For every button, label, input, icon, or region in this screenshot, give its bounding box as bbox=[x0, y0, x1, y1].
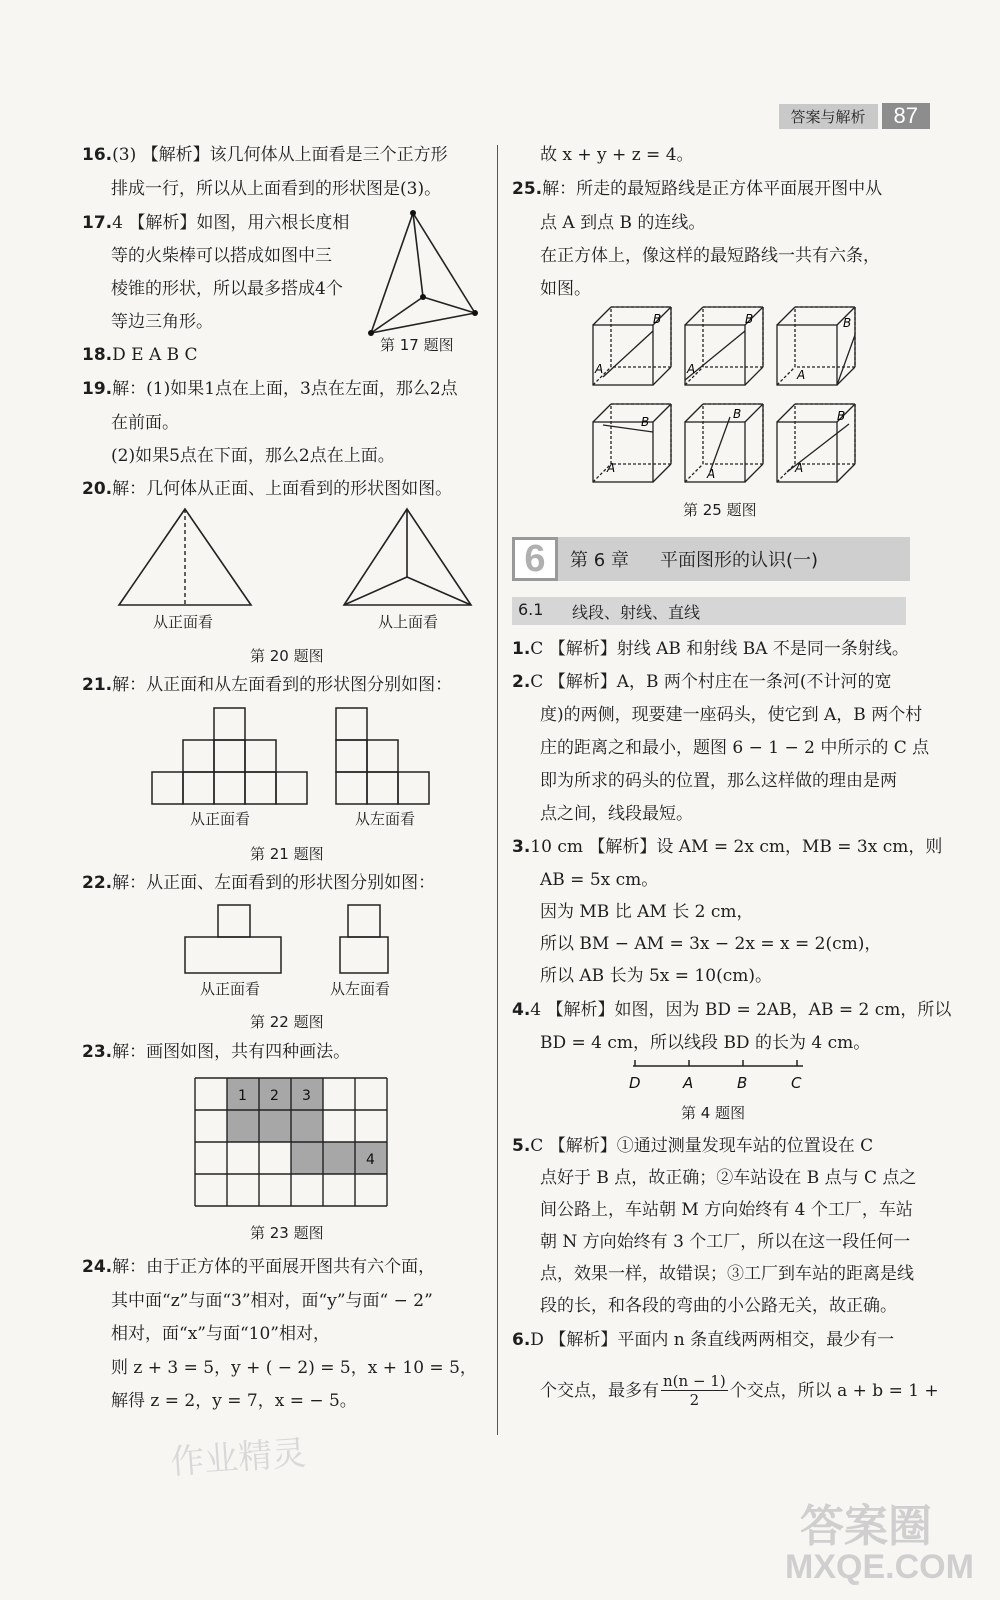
header-section: 答案与解析 bbox=[779, 104, 878, 129]
q25-line2: 点 A 到点 B 的连线。 bbox=[540, 213, 706, 233]
svg-text:B: B bbox=[837, 409, 846, 423]
svg-text:A: A bbox=[795, 461, 804, 475]
q22-front-label: 从正面看 bbox=[200, 980, 261, 998]
q22-front-view-figure bbox=[183, 903, 283, 975]
q4-segment-figure bbox=[625, 1058, 815, 1094]
q20-front-view-figure bbox=[115, 505, 255, 610]
section-number: 6.1 bbox=[518, 600, 544, 619]
q23-grid-figure bbox=[194, 1076, 394, 1208]
q23-label-3: 3 bbox=[302, 1088, 311, 1104]
q21-line1: 21.解：从正面和从左面看到的形状图分别如图： bbox=[82, 675, 453, 695]
watermark-site: MXQE.COM bbox=[785, 1548, 974, 1586]
q20-line1: 20.解：几何体从正面、上面看到的形状图如图。 bbox=[82, 479, 453, 499]
q25-line1: 25.解：所走的最短路线是正方体平面展开图中从 bbox=[512, 179, 883, 199]
q23-label-4: 4 bbox=[366, 1152, 375, 1168]
r-q6-line1: 6.D 【解析】平面内 n 条直线两两相交，最少有一 bbox=[512, 1330, 895, 1350]
q20-front-label: 从正面看 bbox=[153, 613, 214, 631]
svg-text:A: A bbox=[595, 362, 604, 376]
q23-caption: 第 23 题图 bbox=[250, 1224, 324, 1242]
r-q2-line3: 庄的距离之和最小，题图 6 − 1 − 2 中所示的 C 点 bbox=[540, 738, 930, 758]
svg-text:A: A bbox=[607, 461, 616, 475]
chapter-title: 平面图形的认识(一) bbox=[660, 550, 819, 571]
q17-line4: 等边三角形。 bbox=[111, 312, 213, 332]
fraction: n(n − 1) 2 bbox=[663, 1372, 726, 1409]
r-q2-line1: 2.C 【解析】A，B 两个村庄在一条河(不计河的宽 bbox=[512, 672, 892, 692]
section-title: 线段、射线、直线 bbox=[572, 603, 701, 622]
q4-caption: 第 4 题图 bbox=[681, 1104, 746, 1122]
r-q5-line2: 点好于 B 点，故正确；②车站设在 B 点与 C 点之 bbox=[540, 1168, 917, 1188]
chapter-label: 第 6 章 bbox=[570, 550, 629, 571]
q20-top-label: 从上面看 bbox=[378, 613, 439, 631]
r-q4-line1: 4.4 【解析】如图，因为 BD = 2AB，AB = 2 cm，所以 bbox=[512, 1000, 952, 1020]
q24-line5: 解得 z = 2，y = 7，x = − 5。 bbox=[111, 1391, 357, 1411]
q23-label-2: 2 bbox=[270, 1088, 279, 1104]
r-q2-line5: 点之间，线段最短。 bbox=[540, 804, 693, 824]
q21-front-view-figure bbox=[150, 705, 310, 805]
svg-text:A: A bbox=[687, 362, 696, 376]
svg-text:A: A bbox=[797, 368, 806, 382]
page-header bbox=[779, 103, 931, 129]
q17-tetrahedron-figure bbox=[365, 205, 485, 340]
q24-continuation: 故 x + y + z = 4。 bbox=[540, 145, 694, 165]
point-B: B bbox=[737, 1074, 748, 1092]
q17-line1: 17.4 【解析】如图，用六根长度相 bbox=[82, 213, 350, 233]
r-q2-line4: 即为所求的码头的位置，那么这样做的理由是两 bbox=[540, 771, 897, 791]
chapter-banner bbox=[512, 537, 910, 581]
q22-caption: 第 22 题图 bbox=[250, 1013, 324, 1031]
svg-text:B: B bbox=[733, 407, 742, 421]
watermark-zuoye: 作业精灵 bbox=[169, 1433, 308, 1483]
q16-line2: 排成一行，所以从上面看到的形状图是(3)。 bbox=[111, 179, 442, 199]
r-q5-line6: 段的长，和各段的弯曲的小公路无关，故正确。 bbox=[540, 1296, 897, 1316]
q25-cubes-figure bbox=[588, 300, 868, 490]
svg-text:B: B bbox=[745, 312, 754, 326]
r-q5-line1: 5.C 【解析】①通过测量发现车站的位置设在 C bbox=[512, 1136, 874, 1156]
q24-line4: 则 z + 3 = 5，y + ( − 2) = 5，x + 10 = 5， bbox=[111, 1358, 477, 1378]
r-q1-line1: 1.C 【解析】射线 AB 和射线 BA 不是同一条射线。 bbox=[512, 639, 909, 659]
r-q3-line1: 3.10 cm 【解析】设 AM = 2x cm，MB = 3x cm，则 bbox=[512, 837, 943, 857]
point-D: D bbox=[629, 1074, 641, 1092]
q25-line3: 在正方体上，像这样的最短路线一共有六条， bbox=[540, 246, 880, 266]
point-C: C bbox=[791, 1074, 802, 1092]
q21-caption: 第 21 题图 bbox=[250, 845, 324, 863]
q24-line2: 其中面“z”与面“3”相对，面“y”与面“ − 2” bbox=[111, 1291, 433, 1311]
r-q5-line3: 间公路上，车站朝 M 方向始终有 4 个工厂，车站 bbox=[540, 1200, 913, 1220]
page-number: 87 bbox=[882, 103, 930, 129]
q23-line1: 23.解：画图如图，共有四种画法。 bbox=[82, 1042, 351, 1062]
q19-line3: (2)如果5点在下面，那么2点在上面。 bbox=[111, 446, 395, 466]
svg-text:B: B bbox=[653, 312, 662, 326]
q19-line1: 19.解：(1)如果1点在上面，3点在左面，那么2点 bbox=[82, 379, 458, 399]
q17-caption: 第 17 题图 bbox=[380, 336, 454, 354]
q23-label-1: 1 bbox=[238, 1088, 247, 1104]
r-q4-line2: BD = 4 cm，所以线段 BD 的长为 4 cm。 bbox=[540, 1033, 871, 1053]
point-A: A bbox=[683, 1074, 694, 1092]
q24-line3: 相对，面“x”与面“10”相对， bbox=[111, 1324, 330, 1344]
q17-line2: 等的火柴棒可以搭成如图中三 bbox=[111, 246, 332, 266]
q22-left-label: 从左面看 bbox=[330, 980, 391, 998]
r-q5-line5: 点，效果一样，故错误；③工厂到车站的距离是线 bbox=[540, 1264, 914, 1284]
q21-front-label: 从正面看 bbox=[190, 810, 251, 828]
q25-caption: 第 25 题图 bbox=[683, 501, 757, 519]
q21-left-label: 从左面看 bbox=[355, 810, 416, 828]
q24-line1: 24.解：由于正方体的平面展开图共有六个面， bbox=[82, 1257, 436, 1277]
q22-left-view-figure bbox=[338, 903, 393, 975]
q20-top-view-figure bbox=[340, 505, 475, 610]
q20-caption: 第 20 题图 bbox=[250, 647, 324, 665]
r-q3-line5: 所以 AB 长为 5x = 10(cm)。 bbox=[540, 966, 772, 986]
q17-line3: 棱锥的形状，所以最多搭成4个 bbox=[111, 279, 343, 299]
q22-line1: 22.解：从正面、左面看到的形状图分别如图： bbox=[82, 873, 436, 893]
svg-text:B: B bbox=[843, 316, 852, 330]
q18-line1: 18.D E A B C bbox=[82, 345, 198, 365]
section-banner bbox=[512, 597, 906, 625]
r-q3-line3: 因为 MB 比 AM 长 2 cm， bbox=[540, 902, 754, 922]
column-divider bbox=[497, 145, 498, 1435]
chapter-number: 6 bbox=[512, 537, 558, 581]
q16-line1: 16.(3) 【解析】该几何体从上面看是三个正方形 bbox=[82, 145, 448, 165]
r-q2-line2: 度)的两侧，现要建一座码头，使它到 A，B 两个村 bbox=[540, 705, 923, 725]
r-q5-line4: 朝 N 方向始终有 3 个工厂，所以在这一段任何一 bbox=[540, 1232, 911, 1252]
r-q3-line4: 所以 BM − AM = 3x − 2x = x = 2(cm)， bbox=[540, 934, 882, 954]
r-q6-line2: 个交点，最多有 n(n − 1) 2 个交点，所以 a + b = 1 + bbox=[540, 1372, 939, 1409]
watermark-daanquan: 答案圈 bbox=[800, 1501, 932, 1552]
svg-text:B: B bbox=[641, 415, 650, 429]
q25-line4: 如图。 bbox=[540, 279, 591, 299]
q19-line2: 在前面。 bbox=[111, 413, 179, 433]
q21-left-view-figure bbox=[333, 705, 433, 805]
svg-text:A: A bbox=[707, 467, 716, 481]
r-q3-line2: AB = 5x cm。 bbox=[540, 870, 659, 890]
